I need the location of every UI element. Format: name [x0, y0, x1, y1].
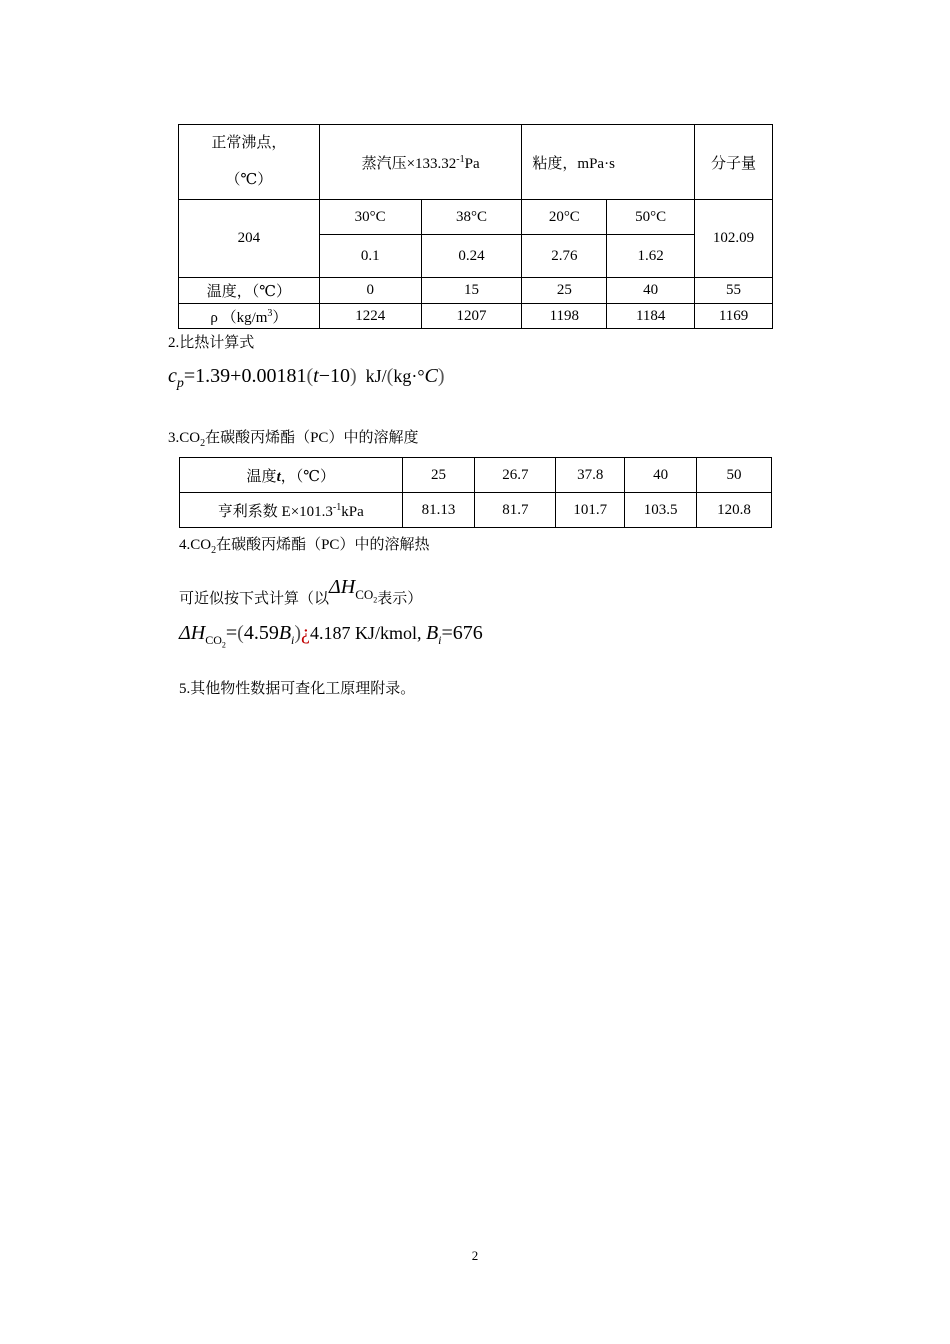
table-cell: 81.7: [475, 493, 556, 528]
table-cell: 50: [697, 458, 772, 493]
vapor-value-cell: 0.1: [319, 235, 421, 278]
table-cell: 101.7: [556, 493, 625, 528]
table-cell: 26.7: [475, 458, 556, 493]
table-cell: 40: [625, 458, 697, 493]
page-number: 2: [471, 1248, 479, 1263]
viscosity-value-cell: 1.62: [607, 235, 695, 278]
vapor-temp-cell: 30°C: [319, 200, 421, 235]
specific-heat-formula: $c_p=1.39+0.00181(t-10)$ kJ/(kg·°C): [168, 365, 445, 391]
table-cell: 0: [319, 278, 421, 304]
table-cell: 103.5: [625, 493, 697, 528]
molecular-weight-header: 分子量: [695, 125, 773, 200]
table-cell: 1169: [695, 304, 773, 329]
solubility-table: [179, 457, 772, 528]
dissolution-heat-formula: $\Delta H_{CO_2}=(4.59B_i)¿4.187$ KJ/kmol, $B_i=676$: [179, 622, 483, 650]
table-cell: 1198: [522, 304, 607, 329]
section-4-title: $4.CO_2$在碳酸丙烯酯（PC）中的溶解热: [179, 537, 430, 556]
boiling-point-header: 正常沸点， （℃）: [179, 125, 320, 200]
vapor-temp-cell: 38°C: [421, 200, 522, 235]
henry-coefficient-label: 亨利系数 $E\times 101.3^{-1}kPa$: [180, 493, 403, 528]
table-cell: 1224: [319, 304, 421, 329]
molecular-weight-value: 102.09: [695, 200, 773, 278]
table-cell: 40: [607, 278, 695, 304]
section-5-text: 5.其他物性数据可查化工原理附录。: [179, 681, 416, 697]
table-cell: 1207: [421, 304, 522, 329]
table-row: [180, 493, 772, 528]
viscosity-temp-cell: 20°C: [522, 200, 607, 235]
table-cell: 1184: [607, 304, 695, 329]
viscosity-value-cell: 2.76: [522, 235, 607, 278]
section-4-intro: 可近似按下式计算（以$\Delta HCO_2$表示）: [179, 576, 423, 607]
table-row: [179, 200, 773, 235]
table-cell: 25: [522, 278, 607, 304]
viscosity-temp-cell: 50°C: [607, 200, 695, 235]
viscosity-header: 粘度，mPa·s: [522, 125, 695, 200]
table-cell: 120.8: [697, 493, 772, 528]
temp-row-label: 温度，（℃）: [179, 278, 320, 304]
section-2-title: 2.比热计算式: [168, 335, 255, 351]
boiling-point-value: 204: [179, 200, 320, 278]
table-cell: 37.8: [556, 458, 625, 493]
table-row: [180, 458, 772, 493]
table-cell: 15: [421, 278, 522, 304]
table-cell: 25: [402, 458, 475, 493]
properties-table: [178, 124, 773, 329]
table-row: [179, 278, 773, 304]
table-row: [179, 125, 773, 200]
table-cell: 81.13: [402, 493, 475, 528]
vapor-value-cell: 0.24: [421, 235, 522, 278]
temperature-label: 温度t，（℃）: [180, 458, 403, 493]
density-row-label: ρ $(kg/m^3)$: [179, 304, 320, 329]
table-cell: 55: [695, 278, 773, 304]
section-3-title: $3.CO_2$在碳酸丙烯酯（PC）中的溶解度: [168, 430, 419, 449]
table-row: [179, 304, 773, 329]
vapor-pressure-header: 蒸汽压$\times 133.32^{-1}Pa$: [319, 125, 522, 200]
